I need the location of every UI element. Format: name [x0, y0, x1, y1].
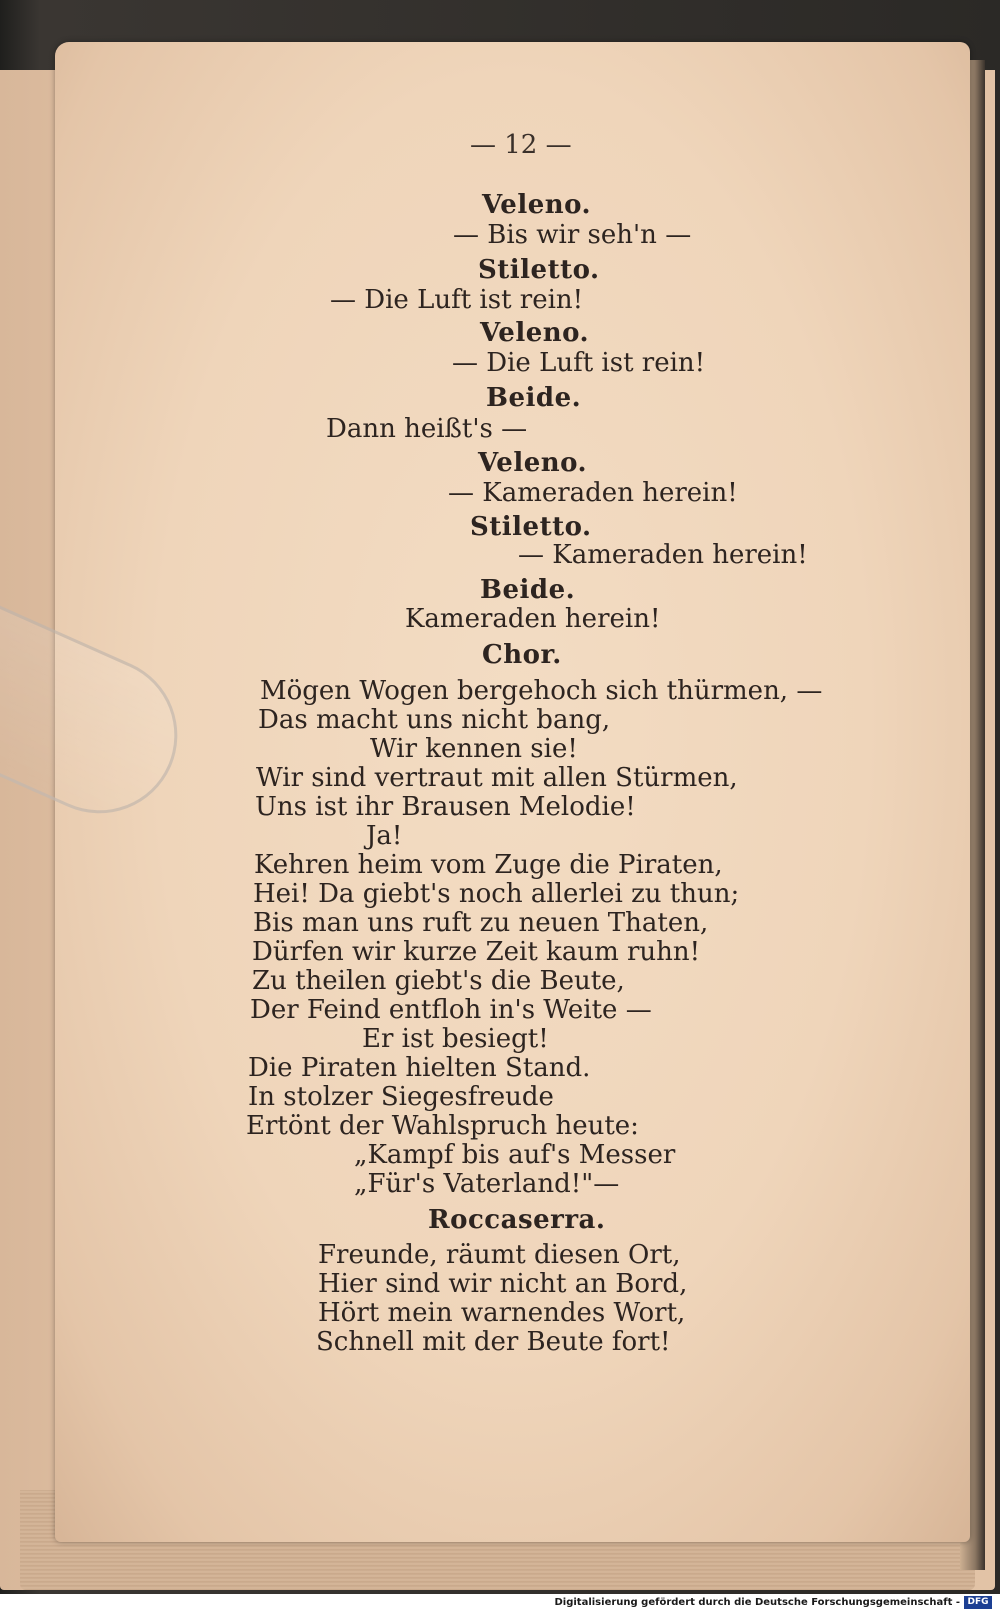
verse-line: Uns ist ihr Brausen Melodie! [255, 792, 636, 822]
verse-line: Ja! [366, 821, 403, 851]
speaker-name: Beide. [486, 383, 582, 413]
page-number: — 12 — [470, 130, 572, 160]
dfg-logo: DFG [964, 1596, 992, 1609]
verse-line: Hier sind wir nicht an Bord, [318, 1269, 688, 1299]
verse-line: Das macht uns nicht bang, [258, 705, 611, 735]
verse-line: Wir sind vertraut mit allen Stürmen, [256, 763, 738, 793]
verse-line: Zu theilen giebt's die Beute, [252, 966, 625, 996]
speaker-name: Stiletto. [478, 255, 600, 285]
speaker-name: Beide. [480, 575, 576, 605]
verse-line: — Bis wir seh'n — [453, 220, 692, 250]
verse-line: — Kameraden herein! [448, 478, 738, 508]
verse-line: „Für's Vaterland!"— [354, 1169, 620, 1199]
verse-line: — Die Luft ist rein! [330, 285, 584, 315]
verse-line: — Die Luft ist rein! [452, 348, 706, 378]
speaker-name: Roccaserra. [428, 1205, 606, 1235]
speaker-name: Chor. [482, 640, 562, 670]
verse-line: Dürfen wir kurze Zeit kaum ruhn! [252, 937, 701, 967]
verse-line: Bis man uns ruft zu neuen Thaten, [253, 908, 709, 938]
verse-line: Ertönt der Wahlspruch heute: [246, 1111, 639, 1141]
verse-line: Freunde, räumt diesen Ort, [318, 1240, 681, 1270]
speaker-name: Veleno. [478, 448, 588, 478]
verse-line: — Kameraden herein! [518, 540, 808, 570]
verse-line: Mögen Wogen bergehoch sich thürmen, — [260, 676, 823, 706]
verse-line: Hei! Da giebt's noch allerlei zu thun; [253, 879, 740, 909]
verse-line: Dann heißt's — [326, 414, 528, 444]
verse-line: Kehren heim vom Zuge die Piraten, [254, 850, 723, 880]
verse-line: Wir kennen sie! [370, 734, 578, 764]
verse-line: In stolzer Siegesfreude [248, 1082, 554, 1112]
verse-line: Hört mein warnendes Wort, [318, 1298, 686, 1328]
digitization-credit: Digitalisierung gefördert durch die Deutsche Forschungsgemeinschaft - [554, 1597, 960, 1608]
speaker-name: Veleno. [482, 190, 592, 220]
verse-line: „Kampf bis auf's Messer [354, 1140, 676, 1170]
speaker-name: Stiletto. [470, 512, 592, 542]
verse-line: Schnell mit der Beute fort! [316, 1327, 671, 1357]
verse-line: Der Feind entfloh in's Weite — [250, 995, 652, 1025]
speaker-name: Veleno. [480, 318, 590, 348]
verse-line: Er ist besiegt! [362, 1024, 549, 1054]
verse-line: Kameraden herein! [405, 604, 661, 634]
verse-line: Die Piraten hielten Stand. [248, 1053, 591, 1083]
